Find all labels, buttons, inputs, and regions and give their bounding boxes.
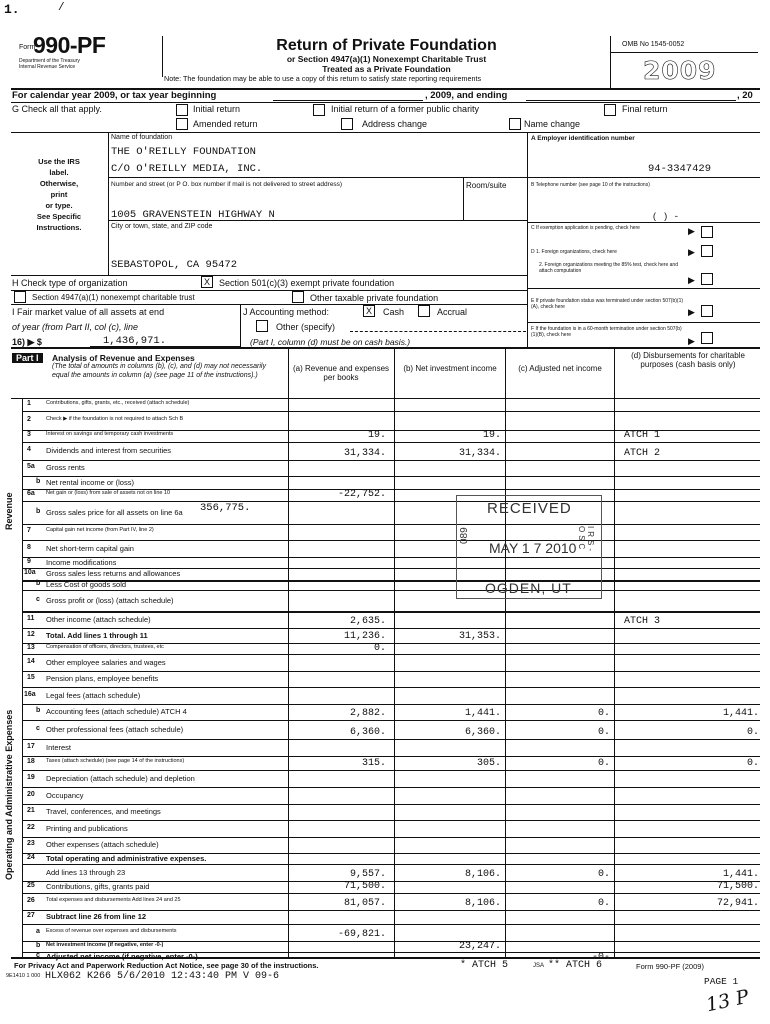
col-b-header: (b) Net investment income — [403, 364, 497, 373]
cell-c: -0- — [591, 952, 610, 963]
cell-a: 31,334. — [343, 448, 386, 459]
line-label: Total expenses and disbursements Add lines 24 and 25 — [46, 896, 181, 903]
ein-label: A Employer identification number — [531, 135, 635, 142]
row-rule — [22, 501, 760, 502]
initial-former-checkbox[interactable] — [313, 104, 325, 116]
initial-return-label: Initial return — [193, 104, 241, 114]
cell-b: 23,247. — [458, 941, 501, 952]
line-number: 3 — [27, 431, 31, 438]
row-rule — [22, 910, 760, 911]
line-number: b — [36, 477, 41, 485]
accrual-label: Accrual — [437, 307, 468, 317]
line-label: Occupancy — [46, 790, 84, 800]
line-number: 26 — [27, 896, 35, 904]
line-number: 4 — [27, 446, 31, 453]
row-rule — [22, 893, 760, 894]
line-label: Adjusted net income (if negative, enter -0-) — [46, 952, 198, 961]
col-d-header: (d) Disbursements for charitable purposes (cash basis only) — [631, 351, 745, 369]
cell-d: 0. — [746, 758, 759, 769]
cell-b: 1,441. — [464, 708, 501, 719]
address-change-checkbox[interactable] — [341, 118, 353, 130]
amended-return-label: Amended return — [193, 119, 258, 129]
row-rule — [22, 787, 760, 788]
received-stamp — [456, 495, 602, 599]
corner-mark: 1. — [4, 2, 20, 17]
line-label: Subtract line 26 from line 12 — [46, 912, 147, 921]
cash-checkbox[interactable]: X — [363, 305, 375, 317]
line-number: b — [36, 507, 41, 515]
line-label: Net short-term capital gain — [46, 543, 134, 553]
row-rule — [22, 540, 760, 541]
line-label: Travel, conferences, and meetings — [46, 807, 161, 816]
privacy-notice: For Privacy Act and Paperwork Reduction Act Notice, see page 30 of the instructions. — [14, 961, 319, 970]
line-label: Compensation of officers, directors, trustees, etc — [46, 643, 164, 650]
4947-label: Section 4947(a)(1) nonexempt charitable trust — [32, 293, 195, 302]
cell-a: 6,360. — [349, 727, 386, 738]
row-rule — [22, 590, 760, 591]
line-label: Less Cost of goods sold — [46, 580, 127, 589]
line-label: Net investment income (if negative, enter -0-) — [46, 941, 164, 948]
line-number: a — [36, 927, 40, 935]
line-number: 12 — [27, 630, 35, 638]
calendar-end: , 20 — [737, 90, 753, 101]
line-number: 14 — [27, 657, 35, 665]
street-address: 1005 GRAVENSTEIN HIGHWAY N — [111, 209, 275, 221]
foundation-care-of: C/O O'REILLY MEDIA, INC. — [111, 163, 263, 175]
line-number: 1 — [27, 400, 31, 407]
stamp-received: RECEIVED — [487, 500, 572, 517]
line-label: Gross profit or (loss) (attach schedule) — [46, 595, 174, 605]
stamp-date: MAY 1 7 2010 — [489, 540, 577, 556]
part1-tag: Part I — [12, 353, 43, 363]
cell-d: ATCH 1 — [624, 430, 661, 441]
tax-year: 2009 — [643, 56, 717, 85]
use-irs-label: Use the IRS label. Otherwise, print or type. See Specific Instructions. — [36, 157, 82, 232]
line-number: 24 — [27, 853, 35, 861]
row-rule — [22, 739, 760, 740]
stamp-side-code: 089 — [459, 527, 470, 544]
handwritten-note: 13 P — [704, 985, 751, 1017]
print-line: HLX062 K266 5/6/2010 12:43:40 PM V 09-6 — [45, 971, 280, 982]
line-number: 6a — [27, 490, 35, 497]
cash-basis-note: (Part I, column (d) must be on cash basis.) — [250, 337, 411, 347]
row-rule — [22, 460, 760, 461]
other-taxable-label: Other taxable private foundation — [310, 293, 439, 303]
phone-label: B Telephone number (see page 10 of the instructions) — [531, 182, 650, 188]
cell-a: 81,057. — [343, 898, 386, 909]
line-label: Other employee salaries and wages — [46, 657, 166, 667]
foreign-85-label: 2. Foreign organizations meeting the 85% test, check here and attach computation — [539, 262, 678, 274]
line-label: Other expenses (attach schedule) — [46, 840, 159, 849]
501c3-checkbox[interactable]: X — [201, 276, 213, 288]
row-rule — [22, 756, 760, 757]
line-number: b — [36, 707, 41, 714]
arrow-icon-f: ▶ — [688, 336, 695, 346]
line-label: Legal fees (attach schedule) — [46, 690, 141, 700]
street-label: Number and street (or P O. box number if mail is not delivered to street address) — [111, 181, 343, 188]
cell-c: 0. — [597, 708, 610, 719]
line-label: Income modifications — [46, 557, 117, 567]
cell-a: 315. — [361, 758, 386, 769]
line-number: 19 — [27, 773, 35, 781]
amended-return-checkbox[interactable] — [176, 118, 188, 130]
line-number: c — [36, 724, 40, 732]
line-number: c — [36, 595, 40, 603]
cell-a: 9,557. — [349, 869, 386, 880]
line-number: 20 — [27, 790, 35, 798]
other-method-checkbox[interactable] — [256, 320, 268, 332]
cell-b: 8,106. — [464, 898, 501, 909]
cell-d: 71,500. — [716, 881, 759, 892]
501c3-label: Section 501(c)(3) exempt private foundation — [219, 278, 395, 288]
row-rule — [22, 524, 760, 525]
line-number: 23 — [27, 840, 35, 847]
name-change-label: Name change — [524, 119, 581, 129]
cell-a: 11,236. — [343, 631, 386, 642]
line-label: Taxes (attach schedule) (see page 14 of the instructions) — [46, 758, 185, 764]
row-rule — [22, 611, 760, 613]
page-number: PAGE 1 — [704, 976, 739, 987]
line-label: Total operating and administrative expenses. — [46, 853, 207, 863]
atch6-note: ** ATCH 6 — [548, 960, 603, 971]
line-label: Interest — [46, 742, 72, 752]
line-label: Dividends and interest from securities — [46, 446, 172, 455]
line-number: 5a — [27, 463, 35, 470]
cell-a: 2,635. — [349, 616, 386, 627]
line-number: 7 — [27, 527, 31, 534]
cell-b: 8,106. — [464, 869, 501, 880]
cell-d: 72,941. — [716, 898, 759, 909]
form-number: 990-PF — [33, 32, 106, 58]
expenses-side-label: Operating and Administrative Expenses — [4, 709, 14, 880]
row-rule — [22, 442, 760, 443]
line-number: 15 — [27, 674, 35, 681]
atch5-note: * ATCH 5 — [460, 960, 509, 971]
fmv-value: 1,436,971. — [103, 335, 167, 347]
cell-d: 1,441. — [722, 869, 759, 880]
line-label: Gross rents — [46, 463, 85, 472]
sixty-month-label: F If the foundation is in a 60-month termination under section 507(b)(1)(B), check here — [531, 326, 682, 338]
cell-b: 6,360. — [464, 727, 501, 738]
line-label: Add lines 13 through 23 — [46, 867, 126, 877]
cell-a: 19. — [367, 430, 386, 441]
calendar-mid: , 2009, and ending — [425, 90, 508, 101]
line-number: 22 — [27, 823, 35, 831]
line-label: Other income (attach schedule) — [46, 614, 151, 624]
dept-line1: Department of the Treasury — [19, 58, 80, 64]
dept-line2: Internal Revenue Service — [19, 64, 76, 70]
line-label: Gross sales less returns and allowances — [46, 569, 181, 578]
part1-title-note: (The total of amounts in columns (b), (c), and (d) may not necessarily equal the amounts in column (a) (see page 11 of the instructions).) — [52, 363, 266, 379]
cell-c: 0. — [597, 758, 610, 769]
row-rule — [22, 411, 760, 412]
line-number: b — [36, 941, 41, 949]
line-label: Contributions, gifts, grants, etc., received (attach schedule) — [46, 400, 190, 406]
line-label: Pension plans, employee benefits — [46, 674, 159, 683]
row-rule — [22, 820, 760, 821]
form-ref: Form 990-PF (2009) — [636, 962, 704, 971]
omb-number: OMB No 1545-0052 — [622, 41, 685, 48]
col-a-header: (a) Revenue and expenses per books — [292, 364, 390, 382]
line-number: 18 — [27, 758, 35, 765]
row-rule — [22, 580, 760, 582]
cell-a: -69,821. — [337, 929, 386, 940]
stamp-location: OGDEN, UT — [485, 580, 572, 596]
cell-b: 19. — [482, 430, 501, 441]
line-number: 10a — [24, 569, 36, 576]
form-title: Return of Private Foundation — [276, 37, 497, 54]
form-prefix: Form — [19, 44, 36, 51]
row-rule — [22, 557, 760, 558]
initial-return-checkbox[interactable] — [176, 104, 188, 116]
cell-d: 0. — [746, 727, 759, 738]
line-label: Accounting fees (attach schedule) ATCH 4 — [46, 707, 187, 716]
line-number: 13 — [27, 643, 35, 651]
foundation-name-label: Name of foundation — [111, 134, 173, 141]
foreign-org-label: D 1. Foreign organizations, check here — [531, 249, 617, 255]
cell-d: ATCH 3 — [624, 616, 661, 627]
row-rule — [22, 671, 760, 672]
ein-value: 94-3347429 — [648, 163, 712, 175]
stamp-right-code: IRS-OSC — [577, 526, 595, 554]
line-label: Check ▶ if the foundation is not required to attach Sch B — [46, 415, 184, 422]
cell-b: 31,353. — [458, 631, 501, 642]
accrual-checkbox[interactable] — [418, 305, 430, 317]
exemption-pending-checkbox[interactable] — [701, 226, 713, 238]
fmv-label-3: 16) ▶ $ — [12, 337, 42, 347]
city-label: City or town, state, and ZIP code — [111, 223, 213, 230]
arrow-icon-d2: ▶ — [688, 275, 695, 285]
row-rule — [22, 804, 760, 805]
calendar-label: For calendar year 2009, or tax year beginning — [12, 90, 217, 101]
row-rule — [22, 654, 760, 655]
exemption-pending-label: C If exemption application is pending, check here — [531, 225, 640, 231]
line-number: 9 — [27, 557, 31, 565]
row-rule — [22, 628, 760, 629]
form-subtitle1: or Section 4947(a)(1) Nonexempt Charitable Trust — [286, 54, 487, 64]
form-subtitle2: Treated as a Private Foundation — [322, 64, 451, 74]
line-number: 16a — [24, 690, 36, 698]
cell-c: 0. — [597, 869, 610, 880]
cell-d: 1,441. — [722, 708, 759, 719]
room-suite-label: Room/suite — [466, 181, 507, 190]
row-rule — [22, 720, 760, 721]
jsa-label: JSA — [533, 963, 545, 969]
cash-label: Cash — [383, 307, 405, 317]
cell-c: 0. — [597, 727, 610, 738]
terminated-label: E If private foundation status was terminated under section 507(b)(1)(A), check here — [531, 298, 684, 310]
initial-former-label: Initial return of a former public charity — [331, 104, 480, 114]
cell-c: 0. — [597, 898, 610, 909]
sixty-month-checkbox[interactable] — [701, 332, 713, 344]
fmv-label-2: of year (from Part II, col (c), line — [12, 322, 139, 332]
final-return-checkbox[interactable] — [604, 104, 616, 116]
arrow-icon-d1: ▶ — [688, 247, 695, 257]
line-number: b — [36, 580, 41, 587]
form-note: Note: The foundation may be able to use a copy of this return to satisfy state reporting requirements — [164, 74, 482, 83]
line-label: Interest on savings and temporary cash investments — [46, 431, 174, 437]
corner-mark-2: / — [58, 2, 65, 14]
inline-amount: 356,775. — [200, 502, 251, 514]
other-method-label: Other (specify) — [276, 322, 336, 332]
address-change-label: Address change — [362, 119, 428, 129]
line-label: Total. Add lines 1 through 11 — [46, 630, 148, 640]
line-label: Printing and publications — [46, 823, 128, 833]
accounting-method-label: J Accounting method: — [243, 307, 330, 317]
4947-checkbox[interactable] — [14, 291, 26, 303]
line-label: Depreciation (attach schedule) and depletion — [46, 773, 195, 783]
line-number: 8 — [27, 543, 31, 551]
cell-a: 0. — [373, 643, 386, 654]
line-label: Other professional fees (attach schedule) — [46, 724, 184, 734]
row-rule — [22, 924, 760, 925]
cell-d: ATCH 2 — [624, 448, 661, 459]
g-check-label: G Check all that apply. — [12, 104, 102, 114]
line-number: 11 — [27, 614, 35, 622]
line-number: 2 — [27, 415, 31, 423]
line-number: c — [36, 952, 40, 959]
cell-a: 71,500. — [343, 881, 386, 892]
foreign-85-checkbox[interactable] — [701, 273, 713, 285]
phone-value: ( ) - — [652, 212, 680, 222]
cell-b: 305. — [476, 758, 501, 769]
line-label: Excess of revenue over expenses and disbursements — [46, 927, 177, 934]
city-state-zip: SEBASTOPOL, CA 95472 — [111, 259, 238, 271]
cell-a: -22,752. — [337, 489, 386, 500]
org-type-label: H Check type of organization — [12, 278, 128, 288]
line-label: Net gain or (loss) from sale of assets not on line 10 — [46, 490, 171, 496]
other-taxable-checkbox[interactable] — [292, 291, 304, 303]
col-c-header: (c) Adjusted net income — [518, 364, 602, 373]
name-change-checkbox[interactable] — [509, 118, 521, 130]
arrow-icon-e: ▶ — [688, 307, 695, 317]
fmv-label-1: I Fair market value of all assets at end — [12, 307, 165, 317]
arrow-icon-c: ▶ — [688, 226, 695, 236]
line-label: Capital gain net income (from Part IV, line 2) — [46, 527, 154, 533]
final-return-label: Final return — [622, 104, 668, 114]
foreign-org-checkbox[interactable] — [701, 245, 713, 257]
row-rule — [22, 687, 760, 688]
line-label: Contributions, gifts, grants paid — [46, 882, 150, 891]
revenue-side-label: Revenue — [4, 492, 14, 530]
line-number: 17 — [27, 742, 35, 750]
footer-code: 9E1410 1 000 — [6, 973, 41, 979]
row-rule — [22, 704, 760, 705]
cell-a: 2,882. — [349, 708, 386, 719]
terminated-checkbox[interactable] — [701, 305, 713, 317]
line-number: 27 — [27, 912, 35, 919]
part1-title: Analysis of Revenue and Expenses — [52, 353, 195, 363]
row-rule — [22, 770, 760, 771]
line-label: Gross sales price for all assets on line 6a — [46, 507, 183, 517]
line-label: Net rental income or (loss) — [46, 477, 134, 487]
row-rule — [22, 837, 760, 838]
line-number: 21 — [27, 807, 35, 814]
foundation-name: THE O'REILLY FOUNDATION — [111, 146, 256, 158]
row-rule — [22, 864, 760, 865]
line-number: 25 — [27, 882, 35, 889]
cell-b: 31,334. — [458, 448, 501, 459]
